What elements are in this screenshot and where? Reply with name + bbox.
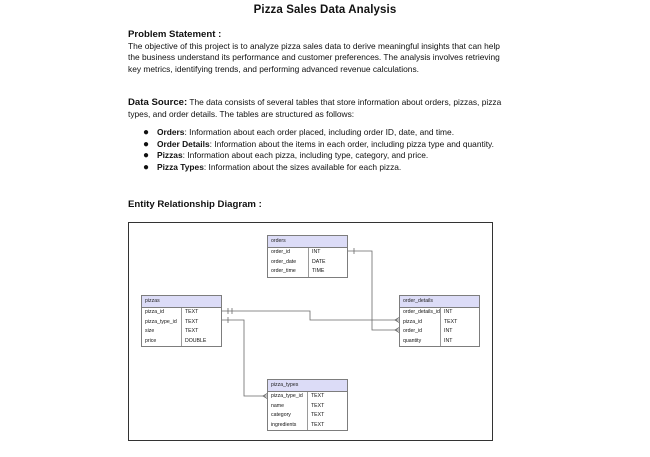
field-type: INT	[444, 309, 453, 315]
field-name: order_id	[268, 248, 309, 258]
table-row	[268, 267, 347, 277]
table-header: order_details	[400, 296, 479, 308]
erd-table-orders[interactable]	[267, 235, 348, 278]
problem-text: The objective of this project is to analyze pizza sales data to derive meaningful insights that can help the business understand its performance and customer preferences. The analysis involves retrieving key metrics, identifying trends, and performing advanced revenue calculations.	[128, 40, 500, 74]
field-name: pizza_type_id	[142, 318, 182, 328]
table-row	[142, 337, 221, 347]
field-name: order_time	[268, 267, 309, 277]
field-type: TIME	[312, 268, 325, 275]
table-row	[400, 327, 479, 337]
table-row	[142, 318, 221, 328]
list-item-label: Order Details	[157, 138, 210, 149]
field-type: DATE	[312, 258, 326, 265]
bullet-icon: ●	[143, 161, 150, 173]
problem-section	[128, 29, 513, 75]
bullet-icon: ●	[143, 127, 150, 139]
list-item	[128, 127, 513, 139]
list-item-label: Pizza Types	[157, 161, 204, 172]
field-name: price	[142, 337, 182, 347]
table-row	[268, 402, 347, 412]
table-row	[268, 248, 347, 258]
field-name: order_details_id	[400, 308, 441, 318]
list-item-desc: : Information about the sizes available for each pizza.	[203, 161, 402, 172]
list-item	[128, 139, 513, 151]
field-name: name	[268, 402, 308, 412]
bullet-icon: ●	[143, 138, 150, 150]
data-source-text: The data consists of several tables that store information about orders, pizzas, pizza types, and order details. The tables are structured as follows:	[128, 97, 502, 119]
field-name: size	[142, 327, 182, 337]
list-item	[128, 162, 513, 174]
table-row	[142, 327, 221, 337]
field-type: INT	[444, 337, 453, 344]
field-name: category	[268, 411, 308, 421]
table-row	[400, 318, 479, 328]
field-type: TEXT	[444, 318, 458, 325]
field-name: ingredients	[268, 421, 308, 431]
field-name: pizza_id	[400, 318, 441, 328]
table-row	[268, 411, 347, 421]
table-header: pizza_types	[268, 380, 347, 392]
table-row	[268, 421, 347, 431]
field-type: INT	[312, 249, 321, 255]
document-title: Pizza Sales Data Analysis	[253, 4, 397, 16]
erd-table-pizzas[interactable]	[141, 295, 222, 347]
field-type: TEXT	[185, 309, 199, 315]
table-header: orders	[268, 236, 347, 248]
list-item-desc: : Information about each order placed, including order ID, date, and time.	[184, 127, 455, 138]
field-name: pizza_type_id	[268, 392, 308, 402]
field-type: INT	[444, 328, 453, 335]
table-row	[400, 337, 479, 347]
list-item-desc: : Information about each pizza, including type, category, and price.	[182, 150, 429, 161]
field-type: TEXT	[311, 393, 325, 399]
list-item	[128, 150, 513, 162]
table-header: pizzas	[142, 296, 221, 308]
table-list	[128, 127, 513, 173]
list-item-desc: : Information about the items in each order, including pizza type and quantity.	[209, 138, 494, 149]
field-type: TEXT	[311, 402, 325, 409]
table-row	[268, 392, 347, 402]
field-name: pizza_id	[142, 308, 182, 318]
list-item-label: Pizzas	[157, 150, 183, 161]
list-item-label: Orders	[157, 127, 185, 138]
field-name: order_id	[400, 327, 441, 337]
problem-heading: Problem Statement :	[128, 29, 222, 40]
field-type: TEXT	[311, 412, 325, 419]
field-type: TEXT	[311, 421, 325, 428]
field-type: TEXT	[185, 328, 199, 335]
field-name: order_date	[268, 258, 309, 268]
erd-heading: Entity Relationship Diagram :	[128, 199, 262, 210]
field-name: quantity	[400, 337, 441, 347]
table-row	[400, 308, 479, 318]
field-type: DOUBLE	[185, 337, 207, 344]
field-type: TEXT	[185, 318, 199, 325]
erd-table-pizza-types[interactable]	[267, 379, 348, 431]
data-source-paragraph	[128, 97, 513, 120]
table-row	[142, 308, 221, 318]
bullet-icon: ●	[143, 150, 150, 162]
table-row	[268, 258, 347, 268]
erd-table-order-details[interactable]	[399, 295, 480, 347]
data-source-section	[128, 97, 513, 174]
data-source-heading: Data Source:	[128, 97, 188, 108]
